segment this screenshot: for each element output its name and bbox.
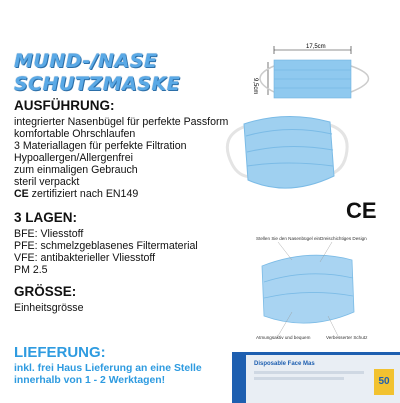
- title-line-2: SCHUTZMASKE: [14, 73, 181, 95]
- mask-photo: [222, 106, 352, 204]
- layer-line: BFE: Vliesstoff: [14, 228, 84, 240]
- title-line-1: MUND-/NASE: [14, 50, 158, 72]
- delivery-line: inkl. frei Haus Lieferung an eine Stelle: [14, 363, 202, 374]
- box-text-bar: [254, 371, 364, 374]
- ce-certification-text: zertifiziert nach EN149: [28, 188, 139, 200]
- callout-mask-body: [262, 255, 354, 323]
- lagen-heading: 3 LAGEN:: [14, 210, 78, 225]
- groesse-heading: GRÖSSE:: [14, 284, 77, 299]
- width-label: 17,5cm: [306, 44, 326, 50]
- mask-box: [232, 352, 400, 403]
- box-side-stripe: [232, 355, 246, 403]
- callout-breath: Atmungsaktiv und bequem: [256, 335, 311, 340]
- feature-line: steril verpackt: [14, 176, 80, 188]
- mask-body: [244, 116, 334, 188]
- feature-line: komfortable Ohrschlaufen: [14, 128, 136, 140]
- ausfuehrung-heading: AUSFÜHRUNG:: [14, 98, 115, 113]
- size-value: Einheitsgrösse: [14, 302, 84, 314]
- lieferung-heading: LIEFERUNG:: [14, 344, 106, 361]
- layer-line: VFE: antibakterieller Vliesstoff: [14, 252, 156, 264]
- ce-certification-line: [14, 188, 138, 200]
- height-label: 9,5cm: [252, 78, 258, 95]
- box-text-bar: [254, 377, 344, 380]
- ce-inline-mark: CE: [14, 188, 29, 200]
- callout-ear: Dreischichtiges Design: [320, 236, 367, 241]
- delivery-line: innerhalb von 1 - 2 Werktagen!: [14, 375, 166, 386]
- feature-line: zum einmaligen Gebrauch: [14, 164, 138, 176]
- ce-mark: CE: [346, 198, 377, 223]
- callout-nose: Stellen Sie den Nasenbügel ein: [256, 236, 321, 241]
- feature-line: integrierter Nasenbügel für perfekte Passform: [14, 116, 229, 128]
- feature-line: Hypoallergen/Allergenfrei: [14, 152, 133, 164]
- feature-line: 3 Materiallagen für perfekte Filtration: [14, 140, 187, 152]
- box-count-badge: 50: [374, 369, 394, 395]
- box-label: Disposable Face Mas: [254, 361, 315, 367]
- layer-line: PFE: schmelzgeblasenes Filtermaterial: [14, 240, 198, 252]
- layer-line: PM 2.5: [14, 264, 48, 276]
- right-ear-loop: [351, 66, 369, 92]
- left-ear-loop: [260, 66, 274, 92]
- mask-dimension-diagram: [236, 40, 396, 106]
- mask-callout-diagram: [248, 232, 368, 344]
- callout-protect: Verbesserter Schutz: [326, 335, 368, 340]
